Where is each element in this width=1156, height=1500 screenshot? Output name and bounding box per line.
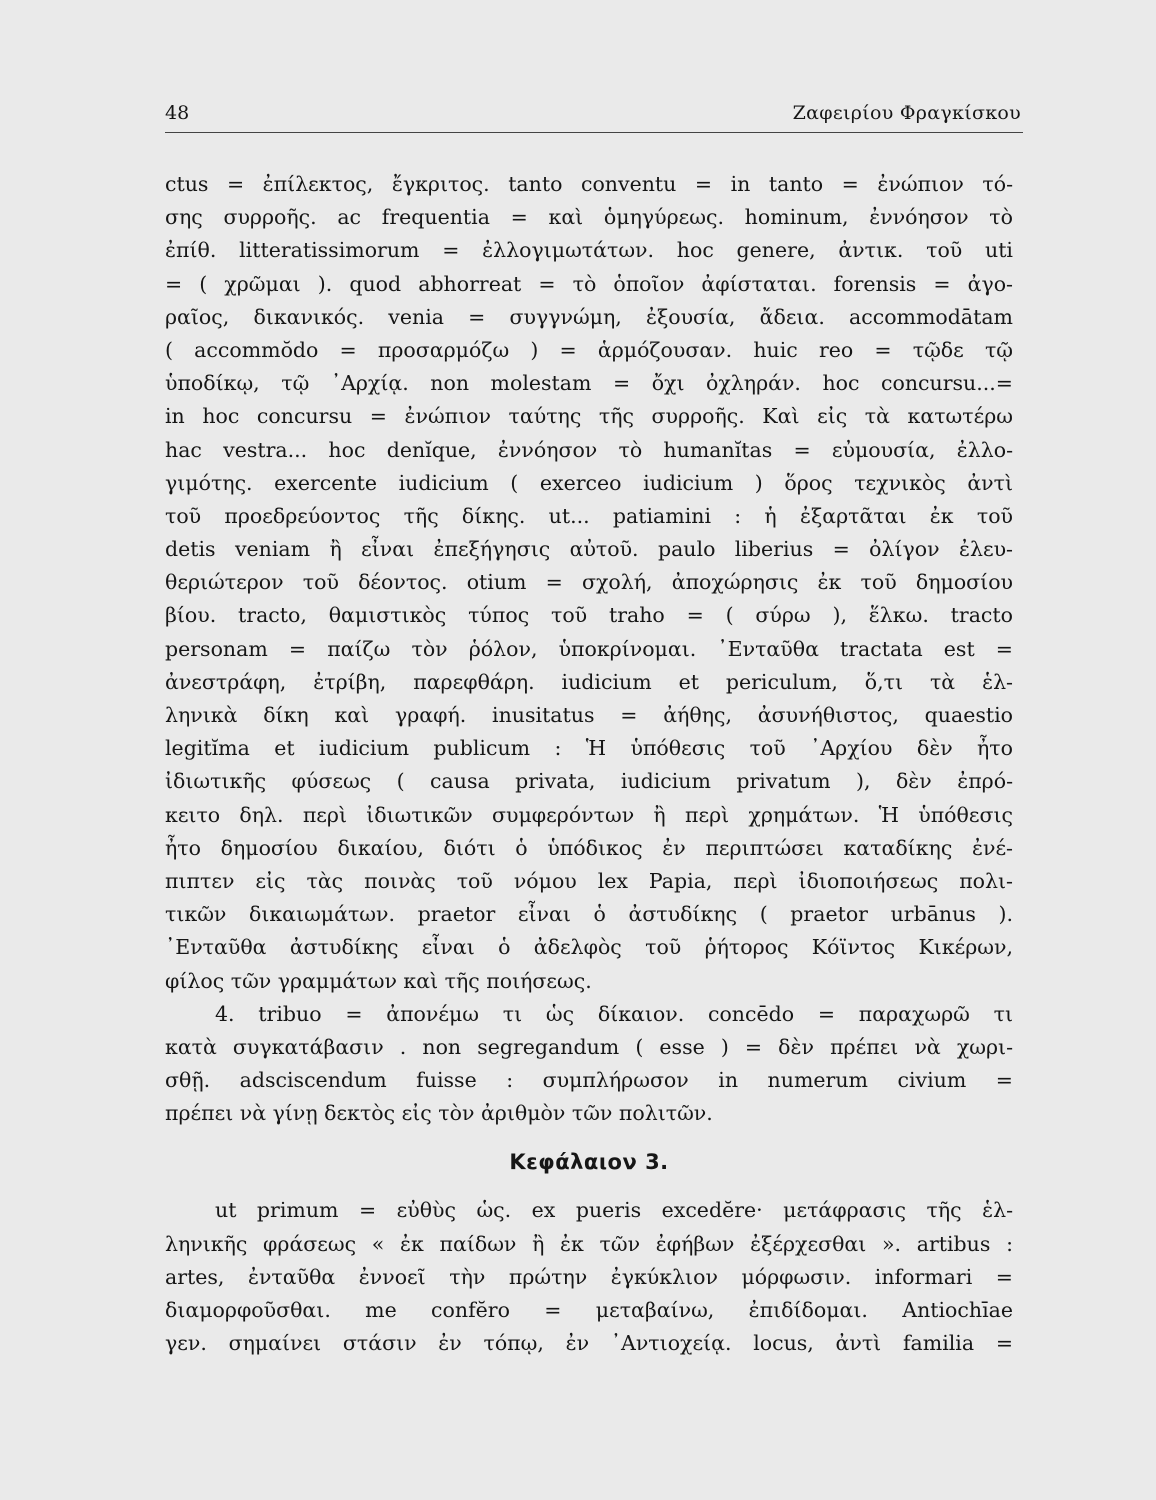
text-line: κατὰ συγκατάβασιν . non segregandum ( esse ) = δὲν πρέπει νὰ χωρι- [165, 1034, 1013, 1059]
paragraph-chapter-3 [165, 1194, 1013, 1360]
text-line: σθῇ. adsciscendum fuisse : συμπλήρωσον in numerum civium = [165, 1068, 1013, 1093]
text-line: 4. tribuo = ἀπονέμω τι ὡς δίκαιον. concēdo = παραχωρῶ τι [215, 1001, 1013, 1026]
text-line: detis veniam ἢ εἶναι ἐπεξήγησις αὐτοῦ. paulo liberius = ὀλίγον ἐλευ- [165, 537, 1013, 562]
text-line: ὑποδίκῳ, τῷ ᾿Αρχίᾳ. non molestam = ὄχι ὀχληράν. hoc concursu...= [165, 371, 1013, 396]
text-line: πιπτεν εἰς τὰς ποινὰς τοῦ νόμου lex Papia, περὶ ἰδιοποιήσεως πολι- [165, 868, 1013, 893]
text-line: θεριώτερον τοῦ δέοντος. otium = σχολή, ἀποχώρησις ἐκ τοῦ δημοσίου [165, 570, 1013, 595]
text-line: ἦτο δημοσίου δικαίου, διότι ὁ ὑπόδικος ἐν περιπτώσει καταδίκης ἐνέ- [165, 835, 1013, 860]
text-line: φίλος τῶν γραμμάτων καὶ τῆς ποιήσεως. [165, 968, 592, 993]
spacer [165, 1130, 1013, 1140]
chapter-heading: Κεφάλαιον 3. [509, 1150, 669, 1175]
text-line: in hoc concursu = ἐνώπιον ταύτης τῆς συρροῆς. Καὶ εἰς τὰ κατωτέρω [165, 404, 1013, 429]
text-line: ραῖος, δικανικός. venia = συγγνώμη, ἐξουσία, ἄδεια. accommodātam [165, 304, 1013, 329]
spacer [165, 1184, 1013, 1194]
page-number: 48 [165, 102, 190, 124]
paragraph-commentary [165, 168, 1013, 998]
text-line: legitĭma et iudicium publicum : Ἡ ὑπόθεσις τοῦ ᾿Αρχίου δὲν ἦτο [165, 736, 1013, 761]
text-line: ἐπίθ. litteratissimorum = ἐλλογιμωτάτων. hoc genere, ἀντικ. τοῦ uti [165, 238, 1013, 263]
text-line: πρέπει νὰ γίνῃ δεκτὸς εἰς τὸν ἀριθμὸν τῶν πολιτῶν. [165, 1101, 713, 1126]
text-line: = ( χρῶμαι ). quod abhorreat = τὸ ὁποῖον ἀφίσταται. forensis = ἀγο- [165, 271, 1013, 296]
text-line: τικῶν δικαιωμάτων. praetor εἶναι ὁ ἀστυδίκης ( praetor urbānus ). [165, 902, 1013, 927]
running-head: Ζαφειρίου Φραγκίσκου [792, 102, 1021, 124]
text-line: ληνικὰ δίκη καὶ γραφή. inusitatus = ἀήθης, ἀσυνήθιστος, quaestio [165, 703, 1013, 727]
text-line: τοῦ προεδρεύοντος τῆς δίκης. ut... patiamini : ἡ ἐξαρτᾶται ἐκ τοῦ [165, 503, 1013, 528]
paragraph-section-4 [165, 998, 1013, 1131]
text-line: ἀνεστράφη, ἐτρίβη, παρεφθάρη. iudicium et periculum, ὅ,τι τὰ ἑλ- [165, 669, 1013, 694]
text-line: κειτο δηλ. περὶ ἰδιωτικῶν συμφερόντων ἢ περὶ χρημάτων. Ἡ ὑπόθεσις [165, 802, 1013, 827]
text-line: ut primum = εὐθὺς ὡς. ex pueris excedĕre· μετάφρασις τῆς ἑλ- [215, 1198, 1013, 1223]
text-line: ᾿Ενταῦθα ἀστυδίκης εἶναι ὁ ἀδελφὸς τοῦ ῥήτορος Κόϊντος Κικέρων, [165, 935, 1013, 960]
text-line: γεν. σημαίνει στάσιν ἐν τόπῳ, ἐν ᾿Αντιοχείᾳ. locus, ἀντὶ familia = [165, 1331, 1013, 1356]
body-text [165, 168, 1013, 1360]
text-line: personam = παίζω τὸν ῥόλον, ὑποκρίνομαι. ᾿Ενταῦθα tractata est = [165, 636, 1013, 661]
text-line: artes, ἐνταῦθα ἐννοεῖ τὴν πρώτην ἐγκύκλιον μόρφωσιν. informari = [165, 1264, 1013, 1289]
text-line: γιμότης. exercente iudicium ( exerceo iudicium ) ὅρος τεχνικὸς ἀντὶ [165, 470, 1013, 495]
text-line: βίου. tracto, θαμιστικὸς τύπος τοῦ traho = ( σύρω ), ἕλκω. tracto [165, 603, 1013, 628]
text-line: διαμορφοῦσθαι. me confĕro = μεταβαίνω, ἐπιδίδομαι. Antiochīae [165, 1298, 1013, 1322]
text-line: ληνικῆς φράσεως « ἐκ παίδων ἢ ἐκ τῶν ἐφήβων ἐξέρχεσθαι ». artibus : [165, 1231, 1013, 1256]
text-line: ctus = ἐπίλεκτος, ἔγκριτος. tanto conventu = in tanto = ἐνώπιον τό- [165, 172, 1013, 196]
text-line: hac vestra... hoc denĭque, ἐννόησον τὸ humanĭtas = εὐμουσία, ἐλλο- [165, 437, 1013, 462]
text-line: σης συρροῆς. ac frequentia = καὶ ὁμηγύρεως. hominum, ἐννόησον τὸ [165, 205, 1013, 230]
page-header [165, 100, 1023, 133]
text-line: ἰδιωτικῆς φύσεως ( causa privata, iudicium privatum ), δὲν ἐπρό- [165, 769, 1013, 794]
text-line: ( accommŏdo = προσαρμόζω ) = ἁρμόζουσαν. huic reo = τῷδε τῷ [165, 337, 1013, 362]
